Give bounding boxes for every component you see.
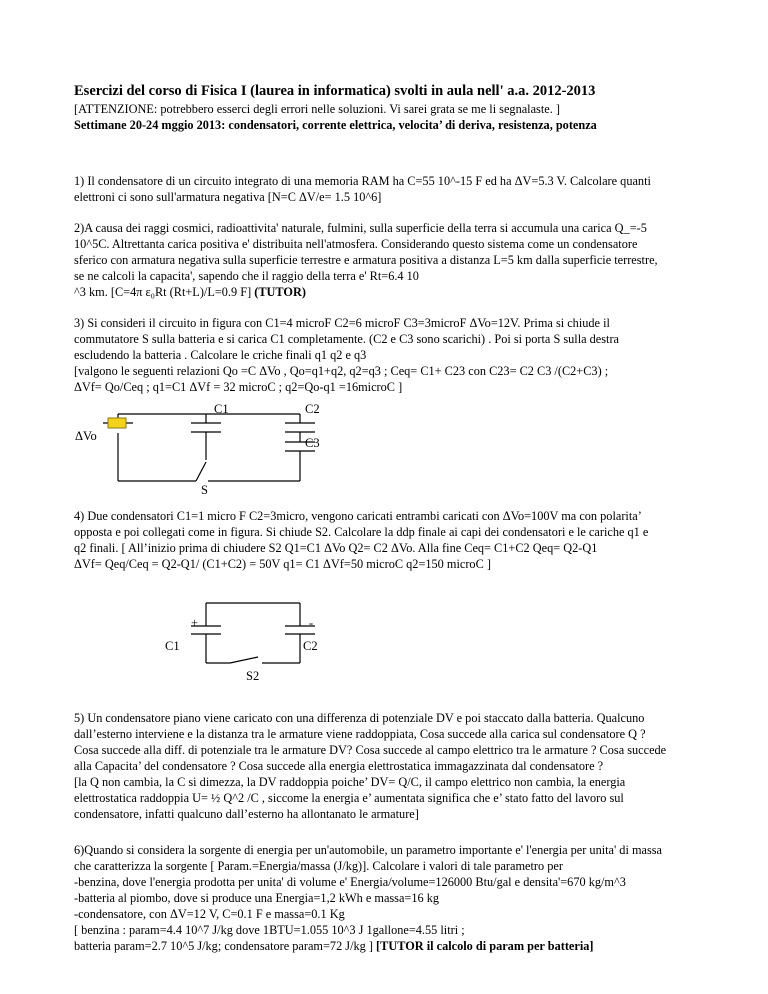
tutor-tag: [TUTOR il calcolo di param per batteria] [376, 939, 594, 953]
exercise-5-line: 5) Un condensatore piano viene caricato con una differenza di potenziale DV e poi staccato dalla batteria. Qualcuno [74, 711, 645, 725]
disclaimer-note: [ATTENZIONE: potrebbero esserci degli errori nelle soluzioni. Vi sarei grata se me li segnalaste. ] [74, 102, 560, 116]
c3-label: C3 [305, 436, 320, 450]
exercise-2-line: sferico con armatura negativa sulla superficie terrestre e armatura positiva a distanza L=5 km dalla superficie terrestre, [74, 253, 658, 267]
exercise-3-line: escludendo la batteria . Calcolare le criche finali q1 q2 e q3 [74, 348, 367, 362]
exercise-4-line: q2 finali. [ All’inizio prima di chiudere S2 Q1=C1 ΔVo Q2= C2 ΔVo. Alla fine Ceq= C1+C2 Qeq= Q2-Q1 [74, 541, 598, 555]
exercise-1-line: elettroni ci sono sull'armatura negativa [N=C ΔV/e= 1.5 10^6] [74, 190, 382, 204]
exercise-6-line: -batteria al piombo, dove si produce una Energia=1,2 kWh e massa=16 kg [74, 891, 440, 905]
exercise-6-line: -condensatore, con ΔV=12 V, C=0.1 F e massa=0.1 Kg [74, 907, 345, 921]
page-title: Esercizi del corso di Fisica I (laurea in informatica) svolti in aula nell' a.a. 2012-2013 [74, 83, 596, 99]
exercise-3-line: 3) Si consideri il circuito in figura con C1=4 microF C2=6 microF C3=3microF ΔVo=12V. Prima si chiude il [74, 316, 610, 330]
switch-s2-label: S2 [246, 669, 260, 683]
exercise-4-line: ΔVf= Qeq/Ceq = Q2-Q1/ (C1+C2) = 50V q1= C1 ΔVf=50 microC q2=150 microC ] [74, 557, 491, 571]
exercise-2-line: se ne calcoli la capacita', sapendo che il raggio della terra e' Rt=6.4 10 [74, 269, 419, 283]
exercise-3-line: ΔVf= Qo/Ceq ; q1=C1 ΔVf = 32 microC ; q2=Qo-q1 =16microC ] [74, 380, 403, 394]
exercise-6-line [74, 938, 594, 954]
plus-sign: + [191, 616, 199, 630]
exercise-6-line: -benzina, dove l'energia prodotta per unita' di volume e' Energia/volume=126000 Btu/gal e densita'=670 kg/m^3 [74, 875, 626, 889]
exercise-2-line: 10^5C. Altrettanta carica positiva e' distribuita nell'atmosfera. Considerando questo sistema come un condensatore [74, 237, 638, 251]
exercise-3-line: commutatore S sulla batteria e si carica C1 completamente. (C2 e C3 sono scarichi) . Poi si porta S sulla destra [74, 332, 620, 346]
c2-label: C2 [305, 402, 320, 416]
exercise-3-line: [valgono le seguenti relazioni Qo =C ΔVo , Qo=q1+q2, q2=q3 ; Ceq= C1+ C23 con C23= C2 C3 /(C2+C3) ; [74, 364, 609, 378]
battery-label: ΔVo [75, 429, 97, 443]
exercise-6-line: [ benzina : param=4.4 10^7 J/kg dove 1BTU=1.055 10^3 J 1gallone=4.55 litri ; [74, 923, 465, 937]
exercise-6-line: 6)Quando si considera la sorgente di energia per un'automobile, un parametro importante e' l'energia per unita' di massa [74, 843, 662, 857]
c2-label: C2 [303, 639, 318, 653]
week-subtitle: Settimane 20-24 mggio 2013: condensatori, corrente elettrica, velocita’ di deriva, resistenza, potenza [74, 118, 597, 132]
c1-label: C1 [165, 639, 180, 653]
minus-sign: - [309, 616, 314, 630]
exercise-2-answer: ^3 km. [C=4π ε₀Rt (Rt+L)/L=0.9 F] [74, 285, 255, 299]
switch-label: S [201, 483, 208, 497]
exercise-5-line: dall’esterno interviene e la distanza tra le armature viene raddoppiata, Cosa succede alla carica sul condensatore Q ? [74, 727, 646, 741]
exercise-5-line: Cosa succede alla diff. di potenziale tra le armature DV? Cosa succede al campo elettrico tra le armature ? Cosa succede [74, 743, 667, 757]
tutor-tag: (TUTOR) [254, 285, 306, 299]
exercise-1-line: 1) Il condensatore di un circuito integrato di una memoria RAM ha C=55 10^-15 F ed ha ΔV=5.3 V. Calcolare quanti [74, 174, 651, 188]
exercise-2-line: 2)A causa dei raggi cosmici, radioattivita' naturale, fulmini, sulla superficie della terra si accumula una carica Q_=-5 [74, 221, 647, 235]
exercise-6-line: che caratterizza la sorgente [ Param.=Energia/massa (J/kg)]. Calcolare i valori di tale parametro per [74, 859, 563, 873]
exercise-4-line: opposta e poi collegati come in figura. Si chiude S2. Calcolare la ddp finale ai capi dei condensatori e le cariche q1 e [74, 525, 649, 539]
exercise-5-line: alla Capacita’ del condensatore ? Cosa succede alla energia elettrostatica immagazzinata dal condensatore ? [74, 759, 604, 773]
exercise-5-line: [la Q non cambia, la C si dimezza, la DV raddoppia poiche’ DV= Q/C, il campo elettrico non cambia, la energia [74, 775, 626, 789]
c1-label: C1 [214, 402, 229, 416]
exercise-6-answer: batteria param=2.7 10^5 J/kg; condensatore param=72 J/kg ] [74, 939, 377, 953]
exercise-5-line: elettrostatica raddoppia U= ½ Q^2 /C , siccome la energia e’ aumentata significa che e’ stato fatto del lavoro sul [74, 791, 624, 805]
exercise-5-line: condensatore, infatti qualcuno dall’esterno ha allontanato le armature] [74, 807, 419, 821]
exercise-4-line: 4) Due condensatori C1=1 micro F C2=3micro, vengono caricati entrambi caricati con ΔVo=100V ma con polarita’ [74, 509, 642, 523]
